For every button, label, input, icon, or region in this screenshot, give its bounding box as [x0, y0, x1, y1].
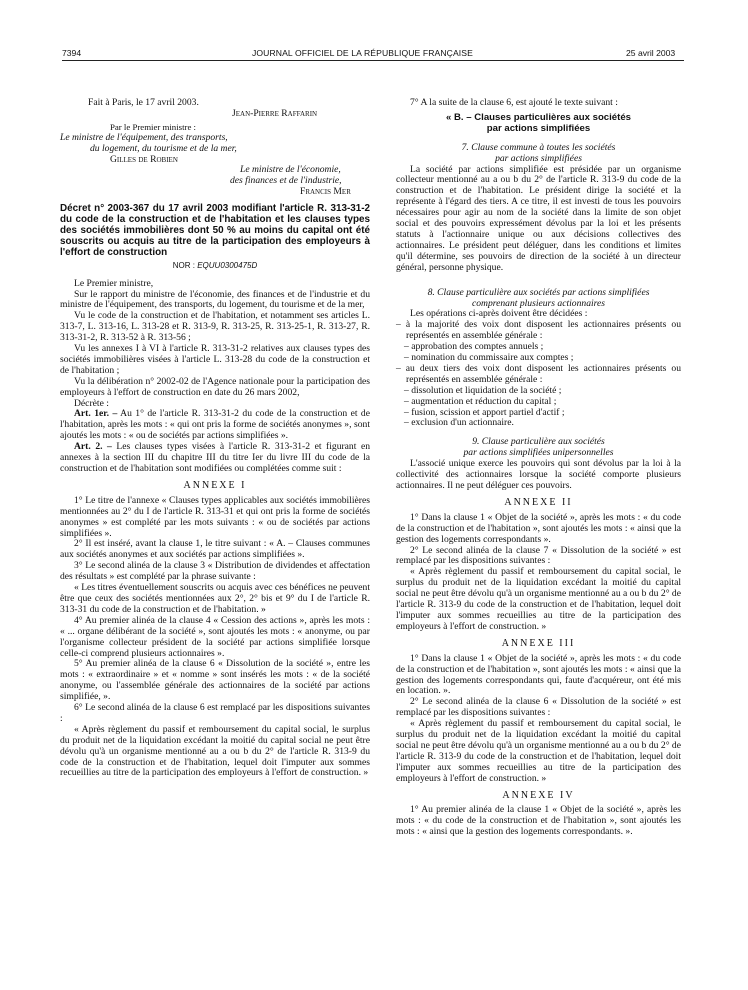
annexe-1-quote-3: « Les titres éventuellement souscrits ou acquis avec ces bénéfices ne peuvent être que ceux des sociétés mentionnées aux 2°, 2° bis et 9° du I de l'article R. 313-31 du code de la construction et de l'habitation. » — [60, 582, 370, 615]
signature-par-line: Par le Premier ministre : — [110, 121, 196, 132]
clause-7-intro: 7° A la suite de la clause 6, est ajouté le texte suivant : — [410, 97, 618, 108]
list-item: – augmentation et réduction du capital ; — [404, 395, 557, 407]
issue-date: 25 avril 2003 — [626, 48, 676, 58]
page-number: 7394 — [62, 48, 82, 58]
nor-label: NOR : — [172, 260, 195, 270]
section-b-heading-line2: par actions simplifiées — [486, 122, 591, 134]
annexe-2-heading: ANNEXE II — [504, 496, 573, 508]
minister2-title-line1: Le ministre de l'économie, — [240, 164, 341, 176]
decree-title: Décret n° 2003-367 du 17 avril 2003 modifiant l'article R. 313-31-2 du code de la construction et de l'habitation et les clauses types des sociétés immobilières dont 50 % au moins du capital ont été souscrits ou acquis au titre de la participation des employeurs à l'effort de construction — [60, 203, 370, 258]
clause-7-heading-line1: 7. Clause commune à toutes les sociétés — [461, 141, 616, 153]
annexe-1-item-2: 2° Il est inséré, avant la clause 1, le titre suivant : « A. – Clauses communes aux sociétés anonymes et aux sociétés par actions simplifiées ». — [60, 538, 370, 561]
annexe-1-item-6: 6° Le second alinéa de la clause 6 est remplacé par les dispositions suivantes : — [60, 702, 370, 724]
clause-8-intro: Les opérations ci-après doivent être décidées : — [410, 308, 588, 320]
left-column — [60, 98, 370, 779]
clause-8-heading-line1: 8. Clause particulière aux sociétés par actions simplifiées — [427, 286, 650, 298]
vu-paragraph-3: Vu la délibération n° 2002-02 de l'Agence nationale pour la participation des employeurs à l'effort de construction en date du 26 mars 2002, — [60, 375, 370, 398]
header-rule — [62, 60, 684, 61]
article-2-label: Art. 2. – — [74, 441, 112, 453]
list-item: – dissolution et liquidation de la société ; — [404, 384, 562, 396]
prime-minister-line: Le Premier ministre, — [74, 277, 154, 289]
nor-reference — [60, 261, 370, 272]
list-item: – fusion, scission et apport partiel d'actif ; — [404, 406, 565, 418]
list-item: – approbation des comptes annuels ; — [404, 341, 544, 353]
vu-paragraph-2: Vu les annexes I à VI à l'article R. 313-31-2 relatives aux clauses types des sociétés immobilières visées à l'article L. 313-28 du code de la construction et de l'habitation ; — [60, 343, 370, 376]
annexe-2-item-2: 2° Le second alinéa de la clause 7 « Dissolution de la société » est remplacé par les dispositions suivantes : — [396, 544, 681, 567]
nor-code: EQUU0300475D — [197, 260, 258, 270]
section-b-heading-line1: « B. – Clauses particulières aux sociétés — [445, 111, 632, 123]
article-2 — [60, 442, 370, 475]
annexe-3-quote: « Après règlement du passif et remboursement du capital social, le surplus du produit net de la liquidation excédant la moitié du capital social ne peut être dévolu qu'à un organisme mentionné au a ou b du 2° de l'article R. 313-9 du code de la construction et de l'habitation, lequel doit l'imputer aux sommes recueillies au titre de la participation des employeurs à l'effort de construction. » — [396, 718, 681, 784]
signatory-prime-minister: Jean-Pierre Raffarin — [232, 107, 318, 119]
decrete-line: Décrète : — [74, 397, 109, 409]
annexe-2-quote: « Après règlement du passif et remboursement du capital social, le surplus du produit net de la liquidation excédant la moitié du capital social ne peut être dévolu qu'à un organisme mentionné au a ou b du 2° de l'article R. 313-9 du code de la construction et de l'habitation, lequel doit l'imputer aux sommes recueillies au titre de la participation des employeurs à l'effort de construction. » — [396, 566, 681, 632]
clause-8-heading-line2: comprenant plusieurs actionnaires — [471, 297, 606, 309]
minister1-title-line2: du logement, du tourisme et de la mer, — [90, 142, 237, 154]
minister2-title-line2: des finances et de l'industrie, — [230, 175, 342, 187]
article-1-label: Art. 1er. – — [74, 408, 118, 420]
annexe-1-item-3: 3° Le second alinéa de la clause 3 « Distribution de dividendes et affectation des résultats » est complété par la phrase suivante : — [60, 560, 370, 583]
page-header — [0, 0, 748, 62]
signature-date: Fait à Paris, le 17 avril 2003. — [88, 97, 199, 108]
right-column — [396, 98, 681, 838]
journal-title: JOURNAL OFFICIEL DE LA RÉPUBLIQUE FRANÇAISE — [252, 48, 473, 58]
list-item: – à la majorité des voix dont disposent les actionnaires présents ou représentés en assemblée générale : — [396, 319, 681, 342]
annexe-2-item-1: 1° Dans la clause 1 « Objet de la société », après les mots : « du code de la construction et de l'habitation », sont ajoutés les mots : « ainsi que la gestion des logements correspondants ». — [396, 511, 681, 545]
clause-9-heading-line2: par actions simplifiées unipersonnelles — [463, 447, 614, 459]
clause-7-text: La société par actions simplifiée est présidée par un organisme collecteur mentionné au a ou b du 2° de l'article R. 313-9 du code de la construction et de l'habitation. Le président dirige la société et la représente à l'égard des tiers. A ce titre, il est investi de tous les pouvoirs nécessaires pour agir au nom de la société dans la limite de son objet social et des pouvoirs expressément dévolus par la loi et les présents statuts à l'actionnaire unique ou aux décisions collectives des actionnaires. Le président peut déléguer, dans les conditions et limites qu'il détermine, ses pouvoirs de direction de la société à un directeur général, personne physique. — [396, 163, 681, 273]
signatory-minister2: Francis Mer — [300, 186, 351, 198]
list-item: – exclusion d'un actionnaire. — [404, 417, 514, 429]
rapport-paragraph: Sur le rapport du ministre de l'économie, des finances et de l'industrie et du ministre de l'équipement, des transports, du logement, du tourisme et de la mer, — [60, 288, 370, 311]
vu-paragraph-1: Vu le code de la construction et de l'habitation, et notamment ses articles L. 313-7, L. 313-16, L. 313-28 et R. 313-9, R. 313-25, R. 313-25-1, R. 313-27, R. 313-31-2, R. 313-52 à R. 313-56 ; — [60, 310, 370, 344]
annexe-1-quote-6: « Après règlement du passif et remboursement du capital social, le surplus du produit net de la liquidation excédant la moitié du capital social ne peut être dévolu qu'à un organisme mentionné au a ou b du 2° de l'article R. 313-9 du code de la construction et de l'habitation, lequel doit l'imputer aux sommes recueillies au titre de la participation des employeurs à l'effort de construction. » — [60, 723, 370, 779]
list-item: – au deux tiers des voix dont disposent les actionnaires présents ou représentés en assemblée générale : — [396, 362, 681, 385]
annexe-4-item-1: 1° Au premier alinéa de la clause 1 « Objet de la société », après les mots : « du code de la construction et de l'habitation », sont ajoutés les mots : « ainsi que la gestion des logements correspondants. ». — [396, 804, 681, 838]
clause-9-text: L'associé unique exerce les pouvoirs qui sont dévolus par la loi à la collectivité des actionnaires lorsque la société comporte plusieurs actionnaires. Il ne peut déléguer ces pouvoirs. — [396, 458, 681, 491]
clause-7-heading-line2: par actions simplifiées — [495, 152, 582, 164]
annexe-1-item-1: 1° Le titre de l'annexe « Clauses types applicables aux sociétés immobilières mentionnées au 2° du I de l'article R. 313-31 et qui ont pris la forme de sociétés anonymes » est complété par les mots suivants : « ou de sociétés par actions simplifiées ». — [60, 494, 370, 539]
clause-8-list — [396, 320, 681, 429]
article-2-text: Les clauses types visées à l'article R. 313-31-2 et figurant en annexes à la section III du chapitre III du titre Ier du livre III du code de la construction et de l'habitation sont modifiées ou complétées comme suit : — [60, 441, 370, 474]
article-1 — [60, 409, 370, 442]
article-1-text: Au 1° de l'article R. 313-31-2 du code de la construction et de l'habitation, après les mots : « qui ont pris la forme de sociétés anonymes », sont ajoutés les mots : « ou de sociétés par actions simplifiées ». — [60, 408, 370, 442]
annexe-3-item-2: 2° Le second alinéa de la clause 6 « Dissolution de la société » est remplacé par les dispositions suivantes : — [396, 696, 681, 719]
minister1-title-line1: Le ministre de l'équipement, des transports, — [60, 131, 228, 143]
annexe-3-heading: ANNEXE III — [501, 637, 576, 649]
annexe-1-item-4: 4° Au premier alinéa de la clause 4 « Cession des actions », après les mots : « ... organe délibérant de la société », sont ajoutés les mots : « anonyme, ou par l'organisme collecteur président de la société par actions simplifiée lorsque celle-ci comprend plusieurs actionnaires ». — [60, 614, 370, 659]
annexe-4-heading: ANNEXE IV — [502, 789, 575, 801]
list-item: – nomination du commissaire aux comptes ; — [404, 352, 574, 364]
annexe-3-item-1: 1° Dans la clause 1 « Objet de la société », après les mots : « du code de la construction et de l'habitation », sont ajoutés les mots : « ainsi que la gestion des logements correspondants qui, faute d'acquéreur, ont été mis en location. ». — [396, 652, 681, 697]
signatory-minister1: Gilles de Robien — [110, 153, 178, 165]
annexe-1-item-5: 5° Au premier alinéa de la clause 6 « Dissolution de la société », entre les mots : « extraordinaire » et « nomme » sont insérés les mots : « de la société anonyme, ou l'assemblée générale des actionnaires de la société par actions simplifiée, ». — [60, 658, 370, 703]
annexe-1-heading: ANNEXE I — [183, 479, 247, 491]
clause-9-heading-line1: 9. Clause particulière aux sociétés — [472, 436, 605, 448]
